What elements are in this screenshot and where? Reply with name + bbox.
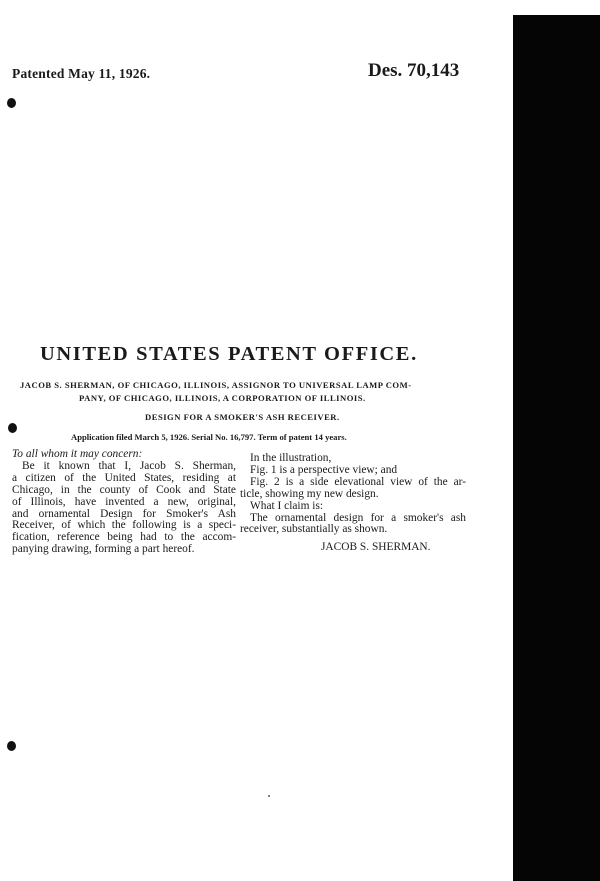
- office-title: UNITED STATES PATENT OFFICE.: [40, 343, 418, 365]
- inventor-line: PANY, OF CHICAGO, ILLINOIS, A CORPORATION OF ILLINOIS.: [79, 393, 366, 403]
- punch-hole-mark: [7, 741, 16, 751]
- scan-edge-bar: [513, 15, 600, 881]
- design-title: DESIGN FOR A SMOKER'S ASH RECEIVER.: [145, 412, 340, 422]
- punch-hole-mark: [7, 98, 16, 108]
- body-line: ticle, showing my new design.: [240, 487, 379, 500]
- body-line: Fig. 1 is a perspective view; and: [250, 463, 398, 476]
- inventor-statement: [20, 379, 456, 405]
- body-left-column: [12, 449, 236, 556]
- patented-date: Patented May 11, 1926.: [12, 66, 151, 81]
- inventor-line: JACOB S. SHERMAN, OF CHICAGO, ILLINOIS, ASSIGNOR TO UNIVERSAL LAMP COM-: [20, 380, 412, 390]
- body-line: In the illustration,: [250, 452, 332, 464]
- application-filed: Application filed March 5, 1926. Serial No. 16,797. Term of patent 14 years.: [71, 432, 347, 442]
- claim-line: The ornamental design for a smoker's ash: [250, 511, 466, 524]
- body-line: Be it known that I, Jacob S. Sherman,: [22, 459, 236, 472]
- salutation: To all whom it may concern:: [12, 448, 143, 460]
- body-line: Chicago, in the county of Cook and State: [12, 483, 236, 496]
- claim-line: receiver, substantially as shown.: [240, 523, 388, 536]
- body-line: Fig. 2 is a side elevational view of the ar-: [250, 475, 466, 488]
- body-line: and ornamental Design for Smoker's Ash: [12, 507, 236, 520]
- body-line: panying drawing, forming a part hereof.: [12, 543, 195, 556]
- body-line: Receiver, of which the following is a speci-: [12, 519, 236, 532]
- body-line: a citizen of the United States, residing at: [12, 471, 236, 484]
- body-line: of Illinois, have invented a new, original,: [12, 495, 236, 508]
- scan-speck: [268, 795, 270, 797]
- patent-number: Des. 70,143: [368, 60, 460, 81]
- body-line: What I claim is:: [250, 499, 324, 512]
- body-right-column: [240, 453, 466, 536]
- inventor-signature: JACOB S. SHERMAN.: [321, 541, 431, 553]
- punch-hole-mark: [8, 423, 17, 433]
- body-line: fication, reference being had to the accom-: [12, 531, 236, 544]
